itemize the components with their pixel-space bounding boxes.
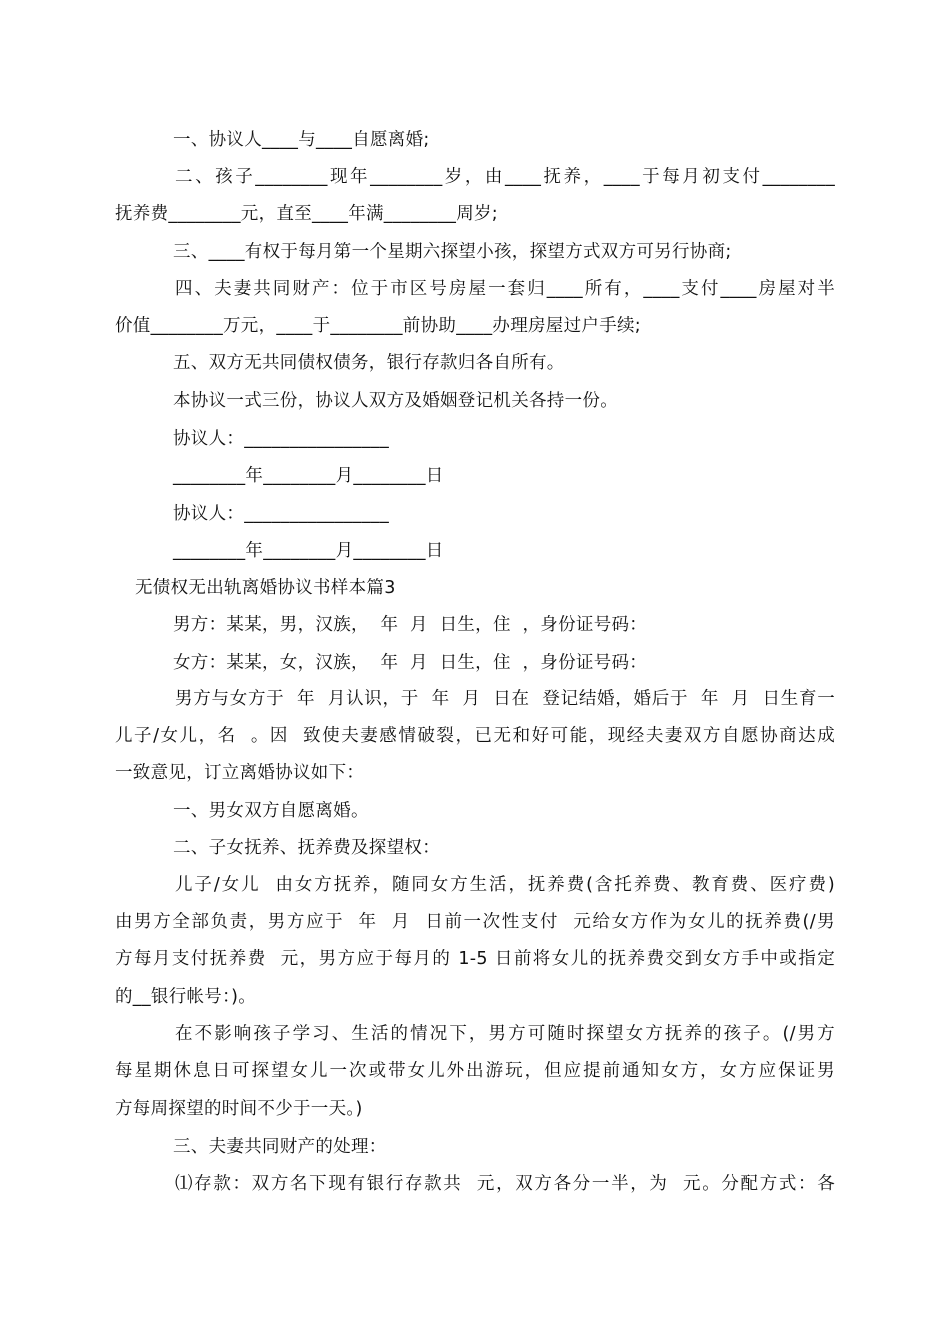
male-party-info: 男方：某某，男，汉族， 年 月 日生，住 ，身份证号码：	[173, 615, 648, 635]
background-line-1: 男方与女方于 年 月认识，于 年 月 日在 登记结婚，婚后于 年 月 日生育一	[175, 689, 835, 709]
child-support-line-2: 由男方全部负责，男方应于 年 月 日前一次性支付 元给女方作为女儿的抚养费(/男	[115, 912, 835, 932]
clause-4-property-line-1: 四、夫妻共同财产：位于市区号房屋一套归____所有，____支付____房屋对半	[175, 279, 835, 299]
clause-2-child-line-2: 抚养费________元，直至____年满________周岁;	[115, 204, 498, 224]
signer-2-date: ________年________月________日	[173, 541, 444, 561]
female-party-info: 女方：某某，女，汉族， 年 月 日生，住 ，身份证号码：	[173, 653, 648, 673]
clause-4-property-line-2: 价值________万元，____于________前协助____办理房屋过户手续;	[115, 316, 641, 336]
background-line-2: 儿子/女儿，名 。因 致使夫妻感情破裂，已无和好可能，现经夫妻双方自愿协商达成	[115, 726, 835, 746]
copies-statement: 本协议一式三份，协议人双方及婚姻登记机关各持一份。	[173, 391, 618, 411]
visitation-line-1: 在不影响孩子学习、生活的情况下，男方可随时探望女方抚养的孩子。(/男方	[175, 1024, 835, 1044]
child-support-line-3: 方每月支付抚养费 元，男方应于每月的 1-5 日前将女儿的抚养费交到女方手中或指定	[115, 949, 835, 969]
signer-2-line: 协议人：________________	[173, 504, 389, 524]
clause-2-child-line-1: 二、孩子________现年________岁，由____抚养，____于每月初支付________	[175, 167, 835, 187]
visitation-line-3: 方每周探望的时间不少于一天。)	[115, 1099, 363, 1119]
visitation-line-2: 每星期休息日可探望女儿一次或带女儿外出游玩，但应提前通知女方，女方应保证男	[115, 1061, 835, 1081]
child-support-line-4: 的__银行帐号：)。	[115, 987, 257, 1007]
article-2-heading: 二、子女抚养、抚养费及探望权：	[173, 838, 440, 858]
article-3-heading: 三、夫妻共同财产的处理：	[173, 1137, 387, 1157]
clause-3-visitation: 三、____有权于每月第一个星期六探望小孩，探望方式双方可另行协商;	[173, 242, 732, 262]
signer-1-line: 协议人：________________	[173, 429, 389, 449]
child-support-line-1: 儿子/女儿 由女方抚养，随同女方生活，抚养费(含托养费、教育费、医疗费)	[175, 875, 835, 895]
background-line-3: 一致意见，订立离婚协议如下：	[115, 763, 365, 783]
section-heading: 无债权无出轨离婚协议书样本篇3	[135, 578, 396, 598]
signer-1-date: ________年________月________日	[173, 466, 444, 486]
clause-1-parties: 一、协议人____与____自愿离婚;	[173, 130, 430, 150]
savings-division: ⑴存款：双方名下现有银行存款共 元，双方各分一半，为 元。分配方式：各	[175, 1174, 835, 1194]
article-1: 一、男女双方自愿离婚。	[173, 801, 369, 821]
clause-5-debts: 五、双方无共同债权债务，银行存款归各自所有。	[173, 353, 565, 373]
